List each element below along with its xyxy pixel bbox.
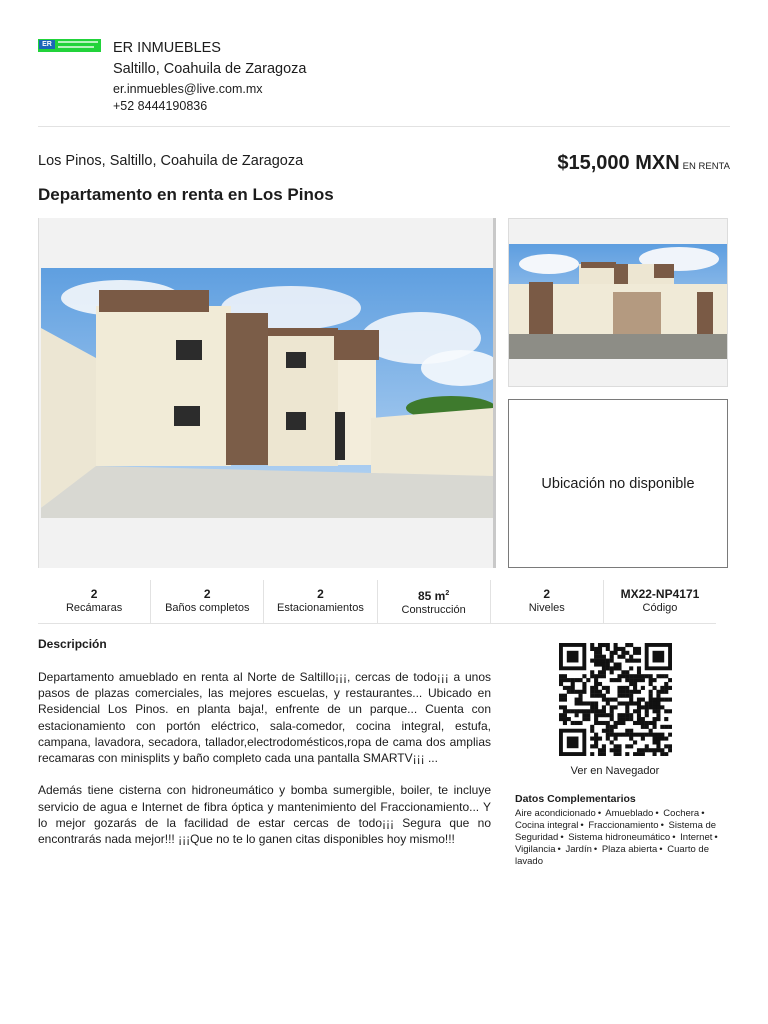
listing-price bbox=[557, 152, 730, 175]
description-heading: Descripción bbox=[38, 637, 107, 651]
agency-email[interactable]: er.inmuebles@live.com.mx bbox=[113, 82, 263, 96]
extra-data-item: Aire acondicionado bbox=[515, 808, 596, 819]
agency-header bbox=[38, 36, 730, 127]
stat-construccion: 85 $m^2$ Construcción bbox=[378, 580, 491, 623]
extra-data-item: Cochera bbox=[663, 808, 700, 819]
description-paragraph: Además tiene cisterna con hidroneumático y bomba sumergible, boiler, te incluye servicio de agua e Internet de fibra óptica y mantenimiento del Fraccionamiento... Y lo mejor gozarás de la facilidad de estar cercas de todo¡¡¡ Segura que no encontrarás nada mejor!!! ¡¡¡Que no te lo ganen citas disponibles hoy mismo!!! bbox=[38, 783, 491, 847]
stat-niveles: 2 Niveles bbox=[491, 580, 604, 623]
extra-data-item: Fraccionamiento bbox=[588, 820, 659, 831]
stat-recamaras: 2 Recámaras bbox=[38, 580, 151, 623]
extra-data-item: Amueblado bbox=[605, 808, 654, 819]
property-stats bbox=[38, 580, 716, 624]
agency-logo bbox=[38, 39, 101, 52]
main-photo[interactable] bbox=[38, 218, 496, 568]
logo-mark: ER bbox=[39, 40, 55, 49]
stat-estacionamientos: 2 Estacionamientos bbox=[264, 580, 377, 623]
extra-data-item: Cocina integral bbox=[515, 820, 579, 831]
price-amount: $15,000 MXN bbox=[557, 152, 680, 174]
agency-name: ER INMUEBLES bbox=[113, 40, 221, 56]
operation-type: EN RENTA bbox=[682, 161, 730, 172]
listing-location: Los Pinos, Saltillo, Coahuila de Zaragoza bbox=[38, 153, 304, 169]
qr-label[interactable]: Ver en Navegador bbox=[570, 765, 660, 777]
stat-codigo: MX22-NP4171 Código bbox=[620, 587, 700, 614]
extra-data-item: Sistema hidroneumático bbox=[568, 832, 671, 843]
description-body bbox=[38, 669, 491, 863]
extra-data-item: Jardín bbox=[565, 844, 592, 855]
description-paragraph: Departamento amueblado en renta al Norte de Saltillo¡¡¡, cercas de todo¡¡¡ a unos pasos de plazas comerciales, las mejores escuelas, y restaurantes... Ubicado en Residencial Los Pinos. en planta baja!, enfrente de un parque... Cuenta con estacionamiento con portón eléctrico, sala-comedor, cocina integral, estufa, campana, lavadora, secadora, tallador,electrodomésticos,ropa de cama dos amplias recamaras con minisplits y baño completo cada una pantalla SMARTV¡¡¡ ... bbox=[38, 670, 491, 766]
listing-title: Departamento en renta en Los Pinos bbox=[38, 185, 334, 204]
secondary-photo[interactable] bbox=[508, 218, 728, 387]
extra-data-item: Internet bbox=[680, 832, 713, 843]
agency-phone[interactable]: +52 8444190836 bbox=[113, 99, 208, 113]
extra-data-item: Vigilancia bbox=[515, 844, 556, 855]
agency-city: Saltillo, Coahuila de Zaragoza bbox=[113, 61, 307, 77]
house-street-image bbox=[509, 244, 728, 359]
map-message: Ubicación no disponible bbox=[541, 475, 695, 492]
extra-data-list: Aire acondicionado • Amueblado • Cochera • Cocina integral • Fraccionamiento • Sistema de Seguridad • Sistema hidroneumático • Internet • Vigilancia • Jardín • Plaza abierta • Cuarto de lavado bbox=[515, 808, 718, 867]
extra-data-item: Cuarto de lavado bbox=[515, 844, 709, 867]
agency-info bbox=[113, 39, 306, 78]
stat-banos: 2 Baños completos bbox=[151, 580, 264, 623]
agency-contact bbox=[113, 81, 263, 115]
house-front-image bbox=[41, 268, 493, 518]
extra-data-item: Plaza abierta bbox=[601, 844, 658, 855]
extra-data-item: Sistema de Seguridad bbox=[515, 820, 717, 843]
map-placeholder bbox=[508, 399, 728, 568]
extra-data-heading: Datos Complementarios bbox=[515, 793, 636, 805]
qr-code[interactable] bbox=[559, 643, 672, 756]
